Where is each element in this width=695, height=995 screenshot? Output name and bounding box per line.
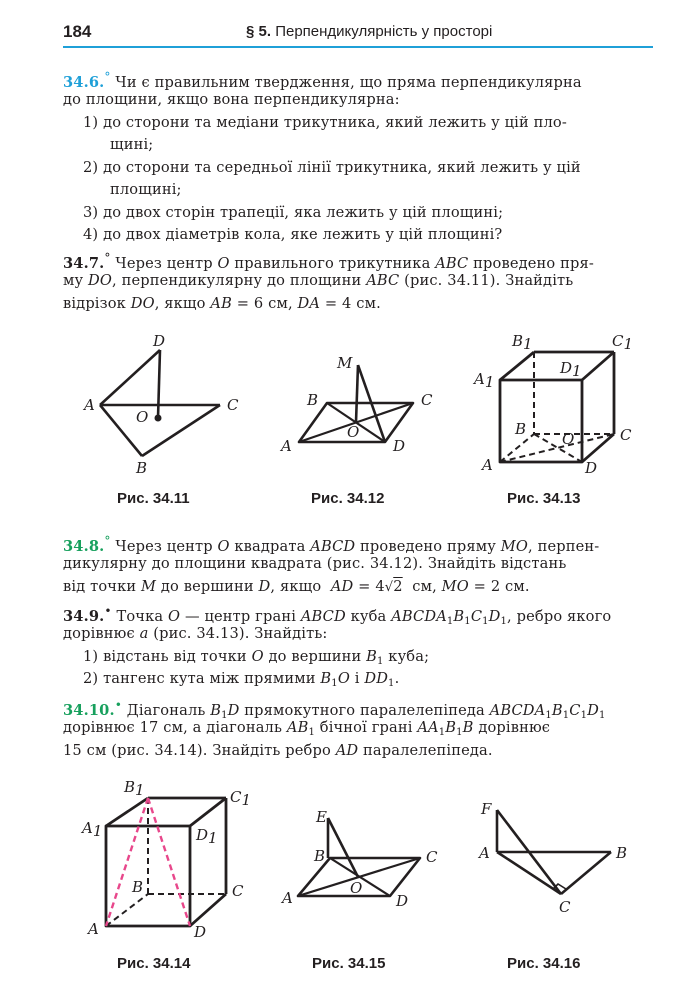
- problem-34-6-item2-cont: площині;: [110, 181, 182, 198]
- edge-DO: [158, 350, 160, 418]
- section-title: § 5. Перпендикулярність у просторі: [246, 23, 493, 40]
- caption-34-12: Рис. 34.12: [311, 490, 385, 507]
- problem-34-9-item1: 1) відстань від точки O до вершини $B_1$ куба;: [83, 648, 430, 667]
- edge-D1C1: [190, 798, 226, 826]
- label-O: O: [347, 423, 360, 441]
- caption-34-15: Рис. 34.15: [312, 955, 386, 972]
- figure-34-14: [80, 778, 270, 941]
- figure-34-16: [475, 796, 645, 926]
- label-C: C: [232, 882, 244, 900]
- hidden-edge-AB: [106, 894, 148, 926]
- label-D1: D1: [560, 359, 582, 380]
- label-F: F: [481, 800, 492, 818]
- segment-EO: [328, 818, 358, 877]
- problem-34-6-item1-cont: щині;: [110, 136, 154, 153]
- label-B1: B1: [124, 778, 145, 799]
- problem-34-7-line1: 34.7.° Через центр O правильного трикутника ABC проведено пря-: [63, 251, 594, 272]
- problem-34-7-line3: відрізок DO, якщо AB = 6 см, DA = 4 см.: [63, 295, 381, 312]
- label-A: A: [88, 920, 99, 938]
- page-number: 184: [63, 22, 92, 41]
- cube-front-face: [500, 380, 582, 462]
- problem-34-10-line2: дорівнює 17 см, а діагональ $AB_1$ бічної грані $AA_1B_1B$ дорівнює: [63, 719, 551, 738]
- label-B: B: [136, 459, 148, 477]
- problem-34-9-line2: дорівнює a (рис. 34.13). Знайдіть:: [63, 625, 328, 642]
- caption-34-11: Рис. 34.11: [117, 490, 190, 507]
- label-C: C: [559, 898, 571, 916]
- problem-34-9-line1: 34.9.• Точка O — центр грані ABCD куба $ABCDA_1B_1C_1D_1$, ребро якого: [63, 604, 612, 627]
- figure-34-11: [80, 330, 250, 480]
- page-header: [0, 0, 695, 48]
- label-D: D: [396, 892, 409, 910]
- problem-34-7-line2: му DO, перпендикулярну до площини ABC (рис. 34.11). Знайдіть: [63, 272, 574, 289]
- figure-34-15: [280, 808, 450, 918]
- caption-34-13: Рис. 34.13: [507, 490, 581, 507]
- problem-34-8-line3: від точки M до вершини D, якщо AD = 4√2 см, MO = 2 см.: [63, 578, 530, 595]
- label-B: B: [515, 420, 527, 438]
- label-A: A: [84, 396, 95, 414]
- label-B: B: [307, 391, 319, 409]
- label-C1: C1: [612, 332, 634, 353]
- label-E: E: [316, 808, 327, 826]
- label-O: O: [350, 879, 363, 897]
- label-A1: A1: [474, 370, 495, 391]
- label-M: M: [337, 354, 353, 372]
- edge-AC: [497, 852, 561, 894]
- label-C: C: [620, 426, 632, 444]
- label-O: O: [562, 430, 575, 448]
- caption-34-16: Рис. 34.16: [507, 955, 581, 972]
- hidden-edge-AB: [500, 434, 534, 462]
- label-A1: A1: [82, 819, 103, 840]
- problem-34-6-line2: до площини, якщо вона перпендикулярна:: [63, 91, 400, 108]
- figure-34-12: [275, 345, 445, 465]
- edge-DA: [100, 350, 160, 405]
- label-B: B: [616, 844, 628, 862]
- label-C1: C1: [230, 788, 252, 809]
- problem-34-8-line1: 34.8.° Через центр O квадрата ABCD проведено пряму MO, перпен-: [63, 534, 600, 555]
- label-D1: D1: [196, 826, 218, 847]
- caption-34-14: Рис. 34.14: [117, 955, 191, 972]
- label-C: C: [421, 391, 433, 409]
- label-C: C: [227, 396, 239, 414]
- edge-DC: [190, 894, 226, 926]
- edge-BC: [561, 852, 611, 894]
- label-C: C: [426, 848, 438, 866]
- label-A: A: [282, 889, 293, 907]
- problem-34-9-item2: 2) тангенс кута між прямими $B_1O$ і $DD_1$.: [83, 670, 400, 689]
- label-A: A: [479, 844, 490, 862]
- label-B: B: [314, 847, 326, 865]
- label-O: O: [136, 408, 149, 426]
- label-B1: B1: [512, 332, 533, 353]
- label-D: D: [153, 332, 166, 350]
- label-D: D: [585, 459, 598, 477]
- problem-34-8-line2: дикулярну до площини квадрата (рис. 34.12). Знайдіть відстань: [63, 555, 567, 572]
- edge-A1B1: [106, 798, 148, 826]
- figure-34-13: [470, 330, 650, 480]
- point-O: [155, 415, 162, 422]
- segment-MO: [356, 365, 358, 422]
- problem-34-6-item1: 1) до сторони та медіани трикутника, який лежить у цій пло-: [83, 114, 567, 131]
- label-D: D: [194, 923, 207, 941]
- label-D: D: [393, 437, 406, 455]
- edge-D1C1: [582, 352, 614, 380]
- diagonal-B1D: [148, 798, 190, 926]
- label-B: B: [132, 878, 144, 896]
- label-A: A: [482, 456, 493, 474]
- problem-34-6-item4: 4) до двох діаметрів кола, яке лежить у цій площині?: [83, 226, 503, 243]
- edge-A1B1: [500, 352, 534, 380]
- problem-34-6-line1: 34.6.° Чи є правильним твердження, що пряма перпендикулярна: [63, 70, 582, 91]
- label-A: A: [281, 437, 292, 455]
- diagonal-AB1: [106, 798, 148, 926]
- problem-34-10-line1: 34.10.• Діагональ $B_1D$ прямокутного паралелепіпеда $ABCDA_1B_1C_1D_1$: [63, 698, 606, 721]
- problem-34-6-item2: 2) до сторони та середньої лінії трикутника, який лежить у цій: [83, 159, 581, 176]
- header-rule: [63, 46, 653, 48]
- problem-34-10-line3: 15 см (рис. 34.14). Знайдіть ребро AD паралелепіпеда.: [63, 742, 493, 759]
- problem-34-6-item3: 3) до двох сторін трапеції, яка лежить у цій площині;: [83, 204, 504, 221]
- hidden-diagonal-BD: [534, 434, 582, 462]
- edge-CB: [142, 405, 220, 456]
